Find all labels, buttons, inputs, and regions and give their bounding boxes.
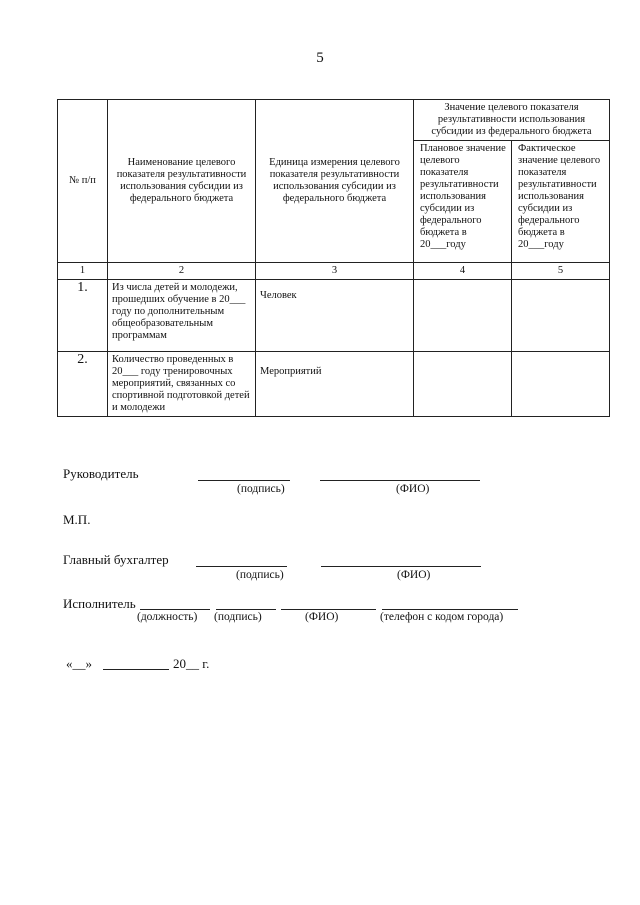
column-number: 2 <box>108 263 256 280</box>
accountant-fio-caption: (ФИО) <box>397 569 431 581</box>
date-year: 20__ г. <box>173 656 210 671</box>
executor-phone-caption: (телефон с кодом города) <box>380 611 504 623</box>
executor-signature-caption: (подпись) <box>214 611 262 623</box>
row-number: 2. <box>58 352 108 417</box>
head-fio-line[interactable] <box>320 480 480 481</box>
stamp-label: М.П. <box>63 512 91 527</box>
header-plan: Плановое значение целевого показателя результативности использования субсидии из федерального бюджета в 20___году <box>414 141 512 263</box>
executor-fio-line[interactable] <box>281 609 376 610</box>
date-day: «__» <box>66 656 92 671</box>
row-indicator-name: Количество проведенных в 20___ году тренировочных мероприятий, связанных со спортивной подготовкой детей и молодежи <box>108 352 256 417</box>
row-unit: Человек <box>256 280 414 352</box>
header-num: № п/п <box>58 100 108 263</box>
page-number: 5 <box>316 50 324 66</box>
executor-position-line[interactable] <box>140 609 210 610</box>
executor-label: Исполнитель <box>63 596 136 611</box>
row-number: 1. <box>58 280 108 352</box>
column-numbers-row <box>58 263 610 280</box>
executor-signature-line[interactable] <box>216 609 276 610</box>
head-signature-caption: (подпись) <box>237 483 285 495</box>
row-plan-value <box>414 280 512 352</box>
row-fact-value <box>512 280 610 352</box>
executor-position-caption: (должность) <box>137 611 198 623</box>
executor-fio-caption: (ФИО) <box>305 611 339 623</box>
column-number: 1 <box>58 263 108 280</box>
column-number: 4 <box>414 263 512 280</box>
header-value-group: Значение целевого показателя результативности использования субсидии из федерального бюджета <box>414 100 610 141</box>
executor-phone-line[interactable] <box>382 609 518 610</box>
head-label: Руководитель <box>63 466 139 481</box>
row-fact-value <box>512 352 610 417</box>
accountant-label: Главный бухгалтер <box>63 552 169 567</box>
header-name: Наименование целевого показателя результативности использования субсидии из федерального бюджета <box>108 100 256 263</box>
header-unit: Единица измерения целевого показателя результативности использования субсидии из федерального бюджета <box>256 100 414 263</box>
row-unit: Мероприятий <box>256 352 414 417</box>
head-signature-line[interactable] <box>198 480 290 481</box>
accountant-signature-caption: (подпись) <box>236 569 284 581</box>
indicator-table <box>57 99 610 417</box>
column-number: 5 <box>512 263 610 280</box>
head-fio-caption: (ФИО) <box>396 483 430 495</box>
table-row <box>58 280 610 352</box>
table-row <box>58 352 610 417</box>
header-fact: Фактическое значение целевого показателя результативности использования субсидии из федерального бюджета в 20___году <box>512 141 610 263</box>
accountant-fio-line[interactable] <box>321 566 481 567</box>
accountant-signature-line[interactable] <box>196 566 287 567</box>
date-month-line[interactable] <box>103 669 169 670</box>
row-plan-value <box>414 352 512 417</box>
row-indicator-name: Из числа детей и молодежи, прошедших обучение в 20___ году по дополнительным общеобразовательным программам <box>108 280 256 352</box>
column-number: 3 <box>256 263 414 280</box>
